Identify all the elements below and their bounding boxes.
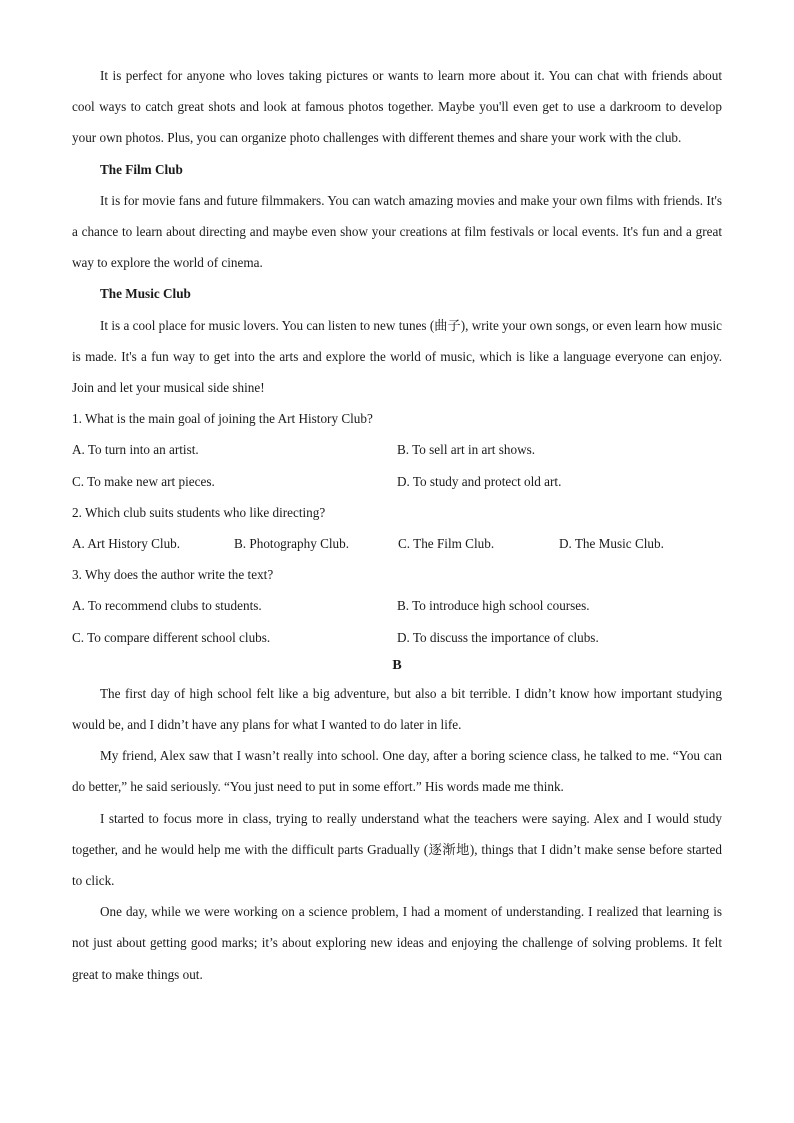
passage-b-paragraph: I started to focus more in class, trying to really understand what the teachers were saying. Alex and I would study together, and he would help me with the difficult parts Gradually (逐渐地), things that I didn’t make sense before started to click. — [72, 810, 722, 889]
answer-options — [72, 528, 722, 559]
option-a: A. To recommend clubs to students. — [72, 598, 262, 614]
passage-b-paragraph: The first day of high school felt like a big adventure, but also a bit terrible. I didn’t know how important studying would be, and I didn’t have any plans for what I wanted to do later in life. — [72, 685, 722, 733]
document-page — [72, 60, 722, 990]
music-club-heading: The Music Club — [100, 286, 191, 302]
option-b: B. To sell art in art shows. — [397, 442, 536, 458]
passage-b-paragraph: My friend, Alex saw that I wasn’t really into school. One day, after a boring science class, he talked to me. “You can do better,” he said seriously. “You just need to put in some effort.” His words made me think. — [72, 748, 722, 795]
option-c: C. The Film Club. — [398, 536, 495, 552]
option-d: D. The Music Club. — [559, 536, 664, 552]
question-2 — [72, 497, 722, 559]
question-stem: 2. Which club suits students who like directing? — [72, 504, 326, 520]
option-d: D. To study and protect old art. — [397, 473, 562, 489]
option-a: A. To turn into an artist. — [72, 442, 199, 458]
option-a: A. Art History Club. — [72, 536, 181, 552]
music-club-paragraph: It is a cool place for music lovers. You can listen to new tunes (曲子), write your own songs, or even learn how music is made. It's a fun way to get into the arts and explore the world of music, which is like a language everyone can enjoy. Join and let your musical side shine! — [72, 317, 722, 396]
option-b: B. Photography Club. — [234, 536, 350, 552]
question-stem: 1. What is the main goal of joining the Art History Club? — [72, 411, 373, 427]
answer-options — [72, 434, 722, 496]
option-c: C. To make new art pieces. — [72, 473, 215, 489]
answer-options — [72, 590, 722, 652]
film-club-heading: The Film Club — [100, 161, 183, 177]
option-b: B. To introduce high school courses. — [397, 598, 590, 614]
section-b-label: B — [392, 657, 402, 673]
question-1 — [72, 403, 722, 497]
option-d: D. To discuss the importance of clubs. — [397, 629, 599, 645]
question-3 — [72, 559, 722, 653]
passage-b-paragraph: One day, while we were working on a science problem, I had a moment of understanding. I realized that learning is not just about getting good marks; it’s about exploring new ideas and enjoying the challenge of solving problems. It felt great to make things out. — [72, 904, 722, 982]
film-club-paragraph: It is for movie fans and future filmmakers. You can watch amazing movies and make your own films with friends. It's a chance to learn about directing and maybe even show your creations at film festivals or local events. It's fun and a great way to explore the world of cinema. — [72, 192, 722, 271]
option-c: C. To compare different school clubs. — [72, 629, 271, 645]
photography-club-paragraph: It is perfect for anyone who loves taking pictures or wants to learn more about it. You can chat with friends about cool ways to catch great shots and look at famous photos together. Maybe you'll even get to use a darkroom to develop your own photos. Plus, you can organize photo challenges with different themes and share your work with the club. — [72, 68, 722, 146]
question-stem: 3. Why does the author write the text? — [72, 567, 274, 583]
